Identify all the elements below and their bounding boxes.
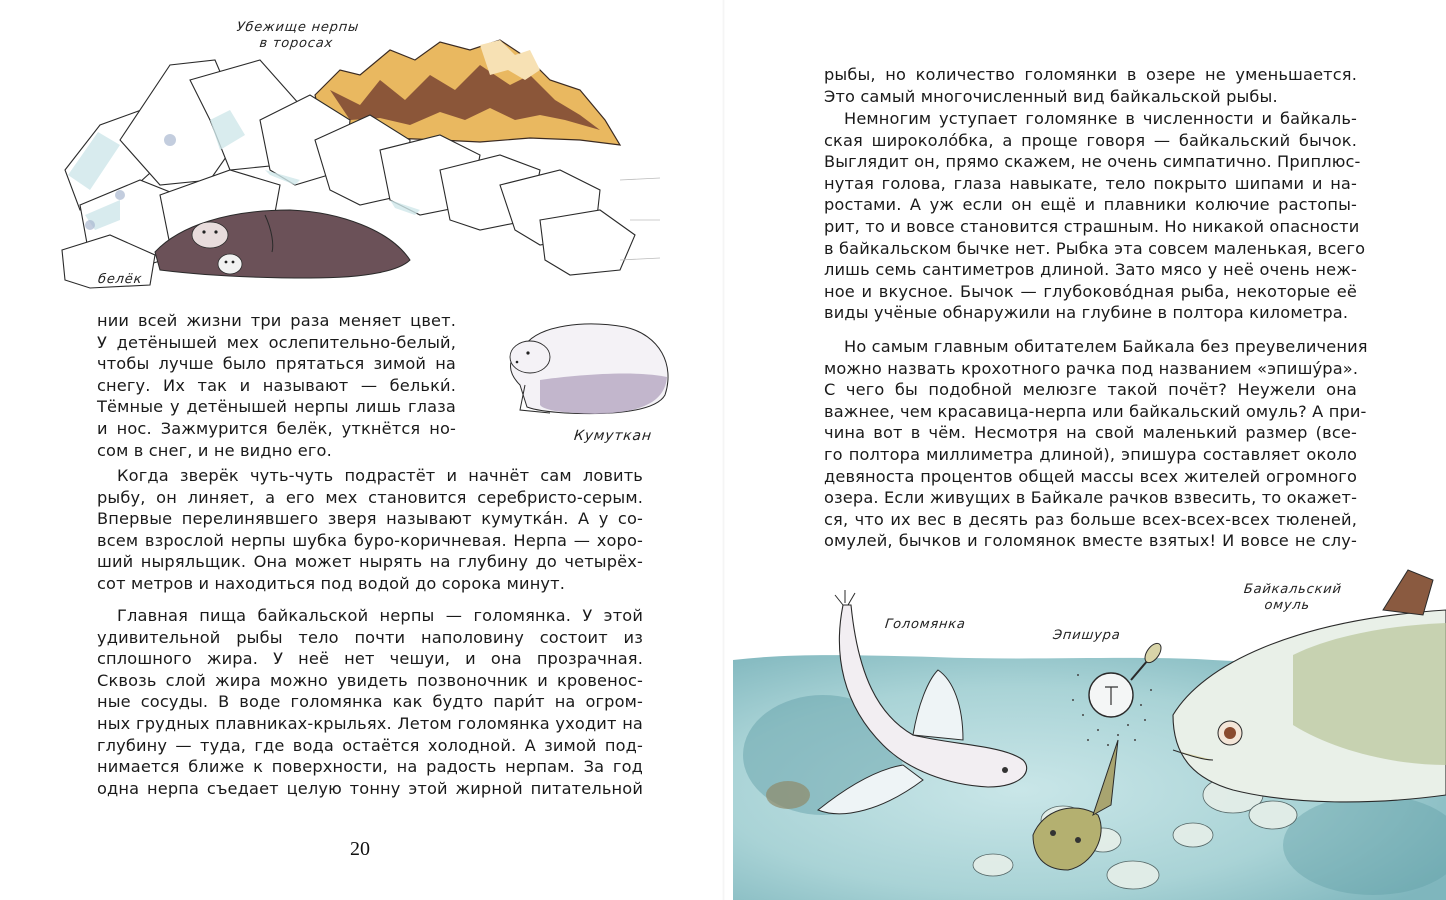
seal-refuge-illustration bbox=[60, 20, 660, 300]
left-text-narrow bbox=[97, 310, 456, 461]
text-line: сплошного жира. У неё нет чешуи, и она прозрачная. bbox=[97, 649, 643, 669]
text-line: ное и вкусное. Бычок — глубоково́дная рыба, некоторые её bbox=[824, 281, 1357, 301]
text-line: снегу. Их так и называют — бельки́. bbox=[97, 375, 456, 395]
right-paragraph-3 bbox=[824, 336, 1368, 552]
kumutkan-illustration bbox=[495, 315, 680, 420]
text-line: глубину — туда, где вода остаётся холодной. А зимой под- bbox=[97, 735, 643, 755]
text-line: Тёмные у детёнышей нерпы лишь глаза bbox=[97, 397, 456, 417]
label-golomyanka: Голомянка bbox=[884, 617, 967, 632]
left-paragraph-3 bbox=[97, 605, 643, 799]
text-line: ся, что их вес в десять раз больше всех-всех-всех тюленей, bbox=[824, 509, 1357, 529]
label-omul bbox=[1241, 582, 1343, 614]
label-kumutkan: Кумуткан bbox=[573, 428, 653, 444]
text-line: сот метров и находиться под водой до сорока минут. bbox=[97, 573, 566, 593]
text-line: чтобы лучше было прятаться зимой на bbox=[97, 354, 456, 374]
page-number: 20 bbox=[350, 838, 370, 860]
label-epishura: Эпишура bbox=[1052, 628, 1122, 643]
caption-line-2: в торосах bbox=[258, 36, 334, 51]
text-line: Впервые перелинявшего зверя называют кумутка́н. А у со- bbox=[97, 509, 643, 529]
text-line: Выглядит он, прямо скажем, не очень симпатично. Приплюс- bbox=[824, 152, 1361, 172]
text-line: всем взрослой нерпы шубка буро-коричневая. Нерпа — хоро- bbox=[97, 530, 643, 550]
text-line: можно назвать крохотного рачка под названием «эпишу́ра». bbox=[824, 358, 1359, 378]
text-line: озера. Если живущих в Байкале рачков взвесить, то окажет- bbox=[824, 488, 1358, 508]
text-line: Сквозь слой жира можно увидеть позвоночник и кровенос- bbox=[97, 670, 643, 690]
text-line: Когда зверёк чуть-чуть подрастёт и начнёт сам ловить bbox=[117, 466, 643, 485]
text-line: ные сосуды. В воде голомянка как будто пари́т на огром- bbox=[97, 692, 643, 712]
text-line: в байкальском бычке нет. Рыбка эта совсем маленькая, всего bbox=[824, 238, 1366, 258]
text-line: С чего бы подобной мелюзге такой почёт? Неужели она bbox=[824, 380, 1357, 400]
text-line: ных грудных плавниках-крыльях. Летом голомянка уходит на bbox=[97, 713, 643, 733]
label-omul-line-1: Байкальский bbox=[1243, 582, 1343, 597]
right-paragraph-2 bbox=[824, 108, 1366, 324]
text-line: ший ныряльщик. Она может нырять на глубину до четырёх- bbox=[97, 552, 643, 572]
illustration-caption-refuge bbox=[220, 20, 373, 52]
right-page bbox=[725, 0, 1446, 900]
right-paragraph-1 bbox=[824, 64, 1357, 107]
text-line: нимается ближе к поверхности, на радость нерпам. За год bbox=[97, 757, 643, 777]
text-line: Немногим уступает голомянке в численности и байкаль- bbox=[844, 109, 1357, 128]
text-line: лишь семь сантиметров длиной. Зато мясо у неё очень неж- bbox=[824, 260, 1357, 280]
text-line: нии всей жизни три раза меняет цвет. bbox=[97, 311, 456, 330]
text-line: удивительной рыбы тело почти наполовину состоит из bbox=[97, 627, 643, 647]
text-line: омулей, бычков и голомянок вместе взятых! И вовсе не слу- bbox=[824, 531, 1357, 551]
text-line: чина вот в чём. Несмотря на свой маленький размер (все- bbox=[824, 423, 1357, 443]
text-line: виды учёные обнаружили на глубине в полтора километра. bbox=[824, 303, 1349, 323]
text-line: сом в снег, и не видно его. bbox=[97, 440, 332, 460]
text-line: Главная пища байкальской нерпы — голомянка. У этой bbox=[117, 606, 643, 625]
text-line: девяноста процентов общей массы всех жителей огромного bbox=[824, 466, 1357, 486]
text-line: ская широколо́бка, а проще говоря — байкальский бычок. bbox=[824, 130, 1357, 150]
text-line: важнее, чем красавица-нерпа или байкальский омуль? А при- bbox=[824, 401, 1367, 421]
text-line: рит, то и вовсе становится страшным. Но никакой опасности bbox=[824, 216, 1360, 236]
text-line: рыбу, он линяет, а его мех становится серебристо-серым. bbox=[97, 487, 643, 507]
label-belek: белёк bbox=[97, 272, 144, 287]
text-line: го полтора миллиметра длиной), эпишура составляет около bbox=[824, 444, 1357, 464]
text-line: нутая голова, глаза навыкате, тело покрыто шипами и на- bbox=[824, 173, 1357, 193]
text-line: ростами. А уж если он ещё и плавники колючие растопы- bbox=[824, 195, 1357, 215]
left-paragraph-2 bbox=[97, 465, 643, 595]
text-line: У детёнышей мех ослепительно-белый, bbox=[97, 332, 456, 352]
label-omul-line-2: омуль bbox=[1263, 598, 1311, 613]
text-line: и нос. Зажмурится белёк, уткнётся но- bbox=[97, 418, 456, 438]
text-line: Это самый многочисленный вид байкальской рыбы. bbox=[824, 86, 1278, 106]
caption-line-1: Убежище нерпы bbox=[235, 20, 360, 35]
text-line: одна нерпа съедает целую тонну этой жирной питательной bbox=[97, 778, 643, 798]
text-line: Но самым главным обитателем Байкала без преувеличения bbox=[844, 337, 1368, 356]
text-line: рыбы, но количество голомянки в озере не уменьшается. bbox=[824, 65, 1357, 84]
underwater-illustration bbox=[733, 565, 1446, 900]
